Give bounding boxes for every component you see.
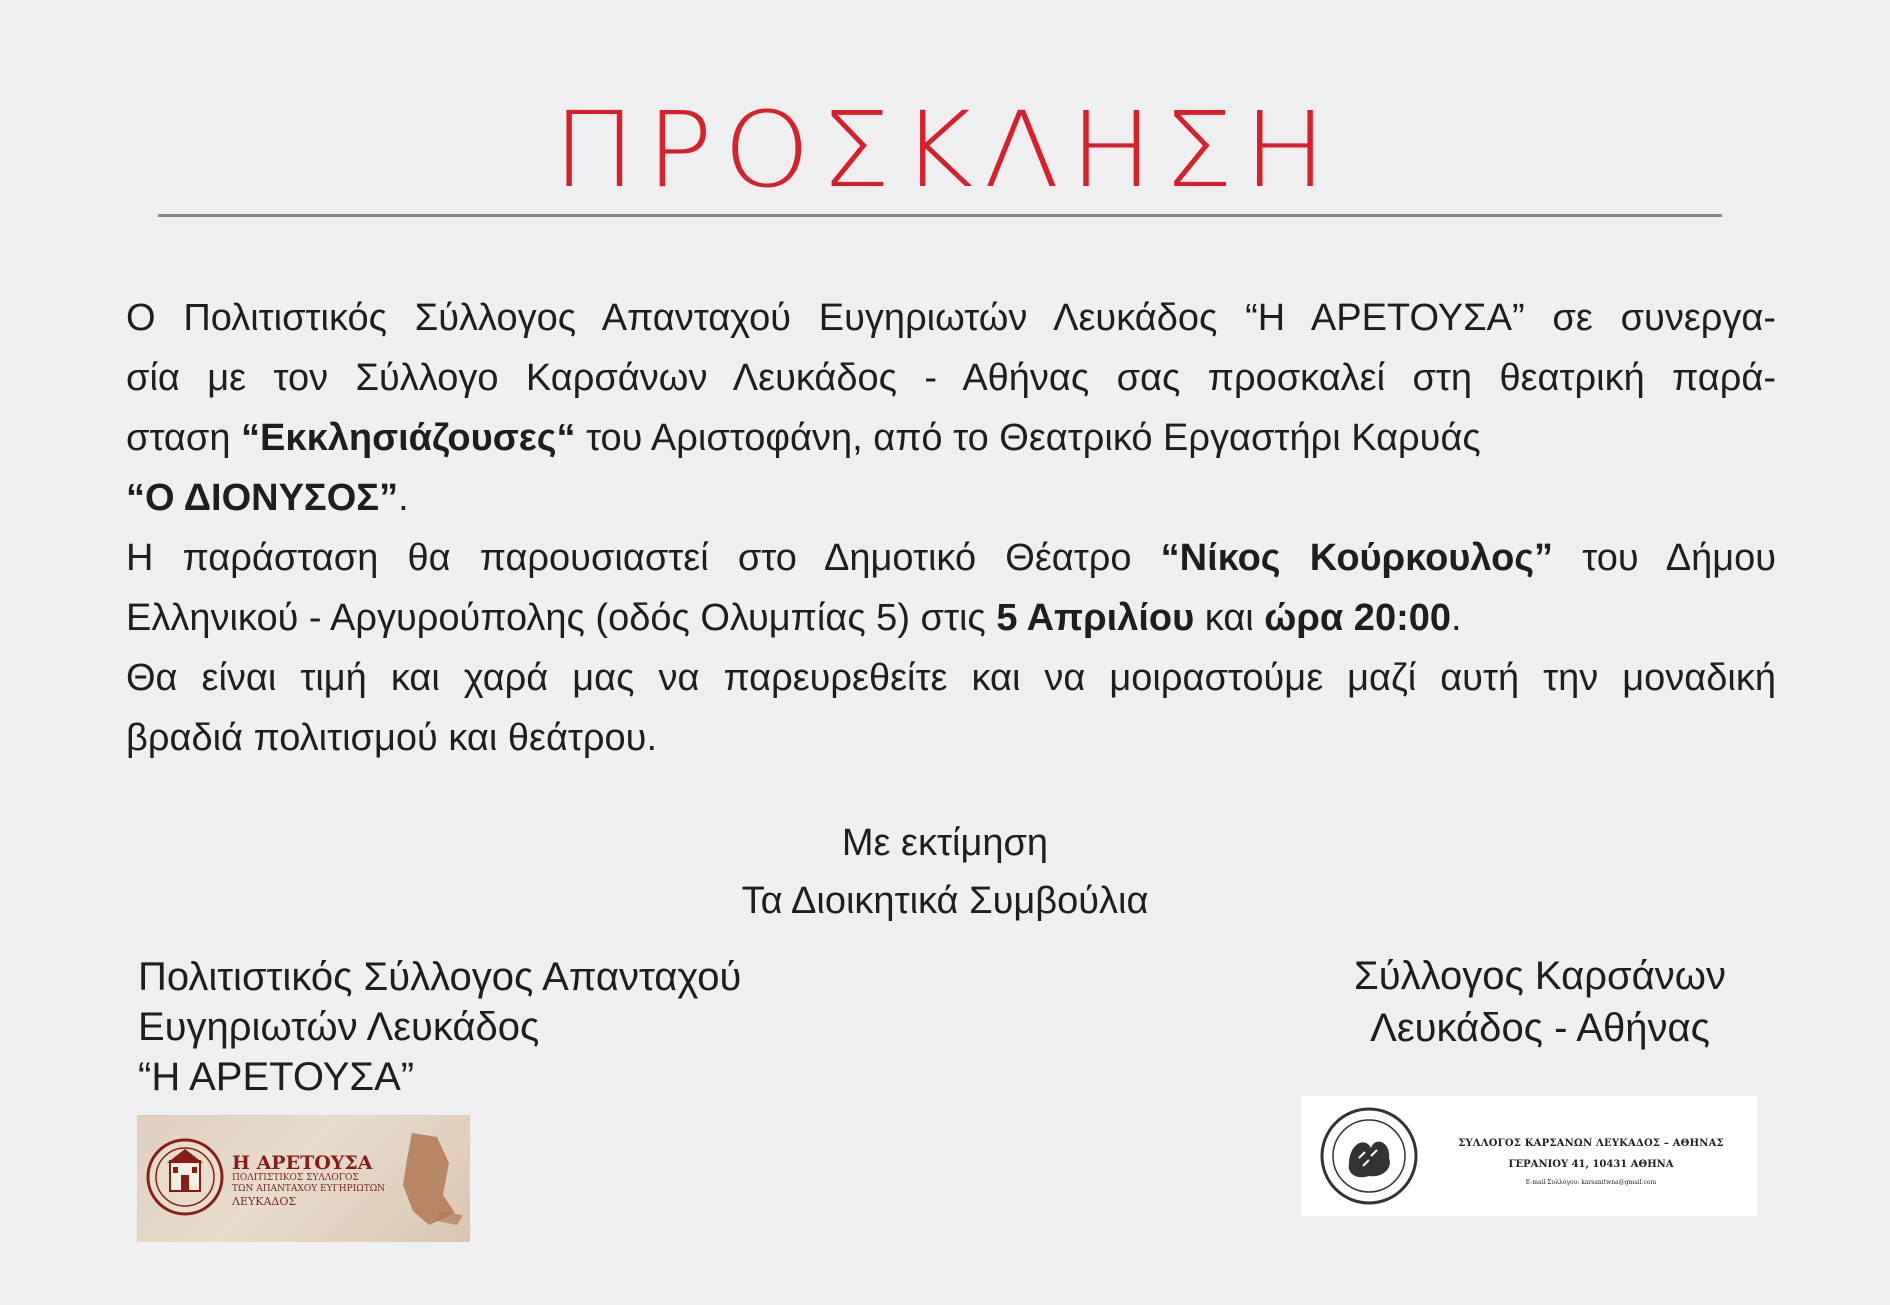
- aretousa-logo: [137, 1115, 470, 1242]
- body-line: Ο Πολιτιστικός Σύλλογος Απανταχού Ευγηριωτών Λευκάδος “Η ΑΡΕΤΟΥΣΑ” σε συνεργα-: [126, 297, 1776, 339]
- body-text: σταση: [126, 417, 242, 459]
- theatre-name: “Νίκος Κούρκουλος”: [1160, 537, 1554, 579]
- closing-signatory: Τα Διοικητικά Συμβούλια: [741, 880, 1149, 922]
- body-text: Η παράσταση θα παρουσιαστεί στο Δημοτικό Θέατρο: [126, 537, 1161, 579]
- invitation-title: ΠΡΟΣΚΛΗΣΗ: [552, 89, 1338, 211]
- body-line: [126, 468, 1776, 528]
- body-text: .: [398, 477, 409, 519]
- signature-line: Λευκάδος - Αθήνας: [1370, 1006, 1710, 1050]
- signature-line: Πολιτιστικός Σύλλογος Απανταχού: [138, 955, 742, 999]
- karsanon-logo-email: E-mail Συλλόγου: karsanitwna@gmail.com: [1525, 1179, 1657, 1186]
- logo-line: ΠΟΛΙΤΙΣΤΙΚΟΣ ΣΥΛΛΟΓΟΣ: [232, 1173, 359, 1183]
- karsanon-logo-line: ΣΥΛΛΟΓΟΣ ΚΑΡΣΑΝΩΝ ΛΕΥΚΑΔΟΣ – ΑΘΗΝΑΣ: [1458, 1138, 1724, 1149]
- body-text: .: [1451, 597, 1462, 639]
- signature-right: [1290, 950, 1790, 1054]
- title-divider: [158, 214, 1722, 217]
- event-time: ώρα 20:00: [1264, 597, 1451, 639]
- signature-line: Ευγηριωτών Λευκάδος: [138, 1005, 540, 1049]
- body-text: του Αριστοφάνη, από το Θεατρικό Εργαστήρι Καρυάς: [575, 417, 1481, 459]
- karsanon-logo: [1301, 1096, 1757, 1216]
- body-line: Θα είναι τιμή και χαρά μας να παρευρεθείτε και να μοιραστούμε μαζί αυτή την μοναδική: [126, 657, 1776, 699]
- karsanon-logo-line: ΓΕΡΑΝΙΟΥ 41, 10431 ΑΘΗΝΑ: [1508, 1159, 1674, 1170]
- troupe-name: “Ο ΔΙΟΝΥΣΟΣ”: [126, 477, 399, 519]
- aretousa-logo-text: [232, 1153, 385, 1208]
- logo-name: Η ΑΡΕΤΟΥΣΑ: [232, 1152, 373, 1174]
- body-line: σία με τον Σύλλογο Καρσάνων Λευκάδος - Αθήνας σας προσκαλεί στη θεατρική παρά-: [126, 357, 1776, 399]
- body-text: Ελληνικού - Αργυρούπολης (οδός Ολυμπίας 5) στις: [126, 597, 997, 639]
- signature-line: “Η ΑΡΕΤΟΥΣΑ”: [138, 1055, 415, 1099]
- logo-line: ΤΩΝ ΑΠΑΝΤΑΧΟΥ ΕΥΓΗΡΙΩΤΩΝ: [232, 1184, 386, 1194]
- body-text: του Δήμου: [1553, 537, 1777, 579]
- logo-line: ΛΕΥΚΑΔΟΣ: [232, 1195, 297, 1208]
- signature-left: [138, 952, 741, 1102]
- signature-line: Σύλλογος Καρσάνων: [1354, 954, 1726, 998]
- body-line: [126, 588, 1776, 648]
- body-line: βραδιά πολιτισμού και θεάτρου.: [126, 717, 658, 759]
- closing-greeting: Με εκτίμηση: [841, 822, 1049, 864]
- body-line: [126, 408, 1776, 468]
- closing-block: [0, 814, 1890, 930]
- body-text: και: [1194, 597, 1265, 639]
- body-line: [126, 528, 1776, 588]
- invitation-body: [126, 288, 1776, 768]
- play-title: “Εκκλησιάζουσες“: [241, 417, 576, 459]
- karsanon-seal-icon: [1319, 1106, 1419, 1206]
- event-date: 5 Απριλίου: [996, 597, 1195, 639]
